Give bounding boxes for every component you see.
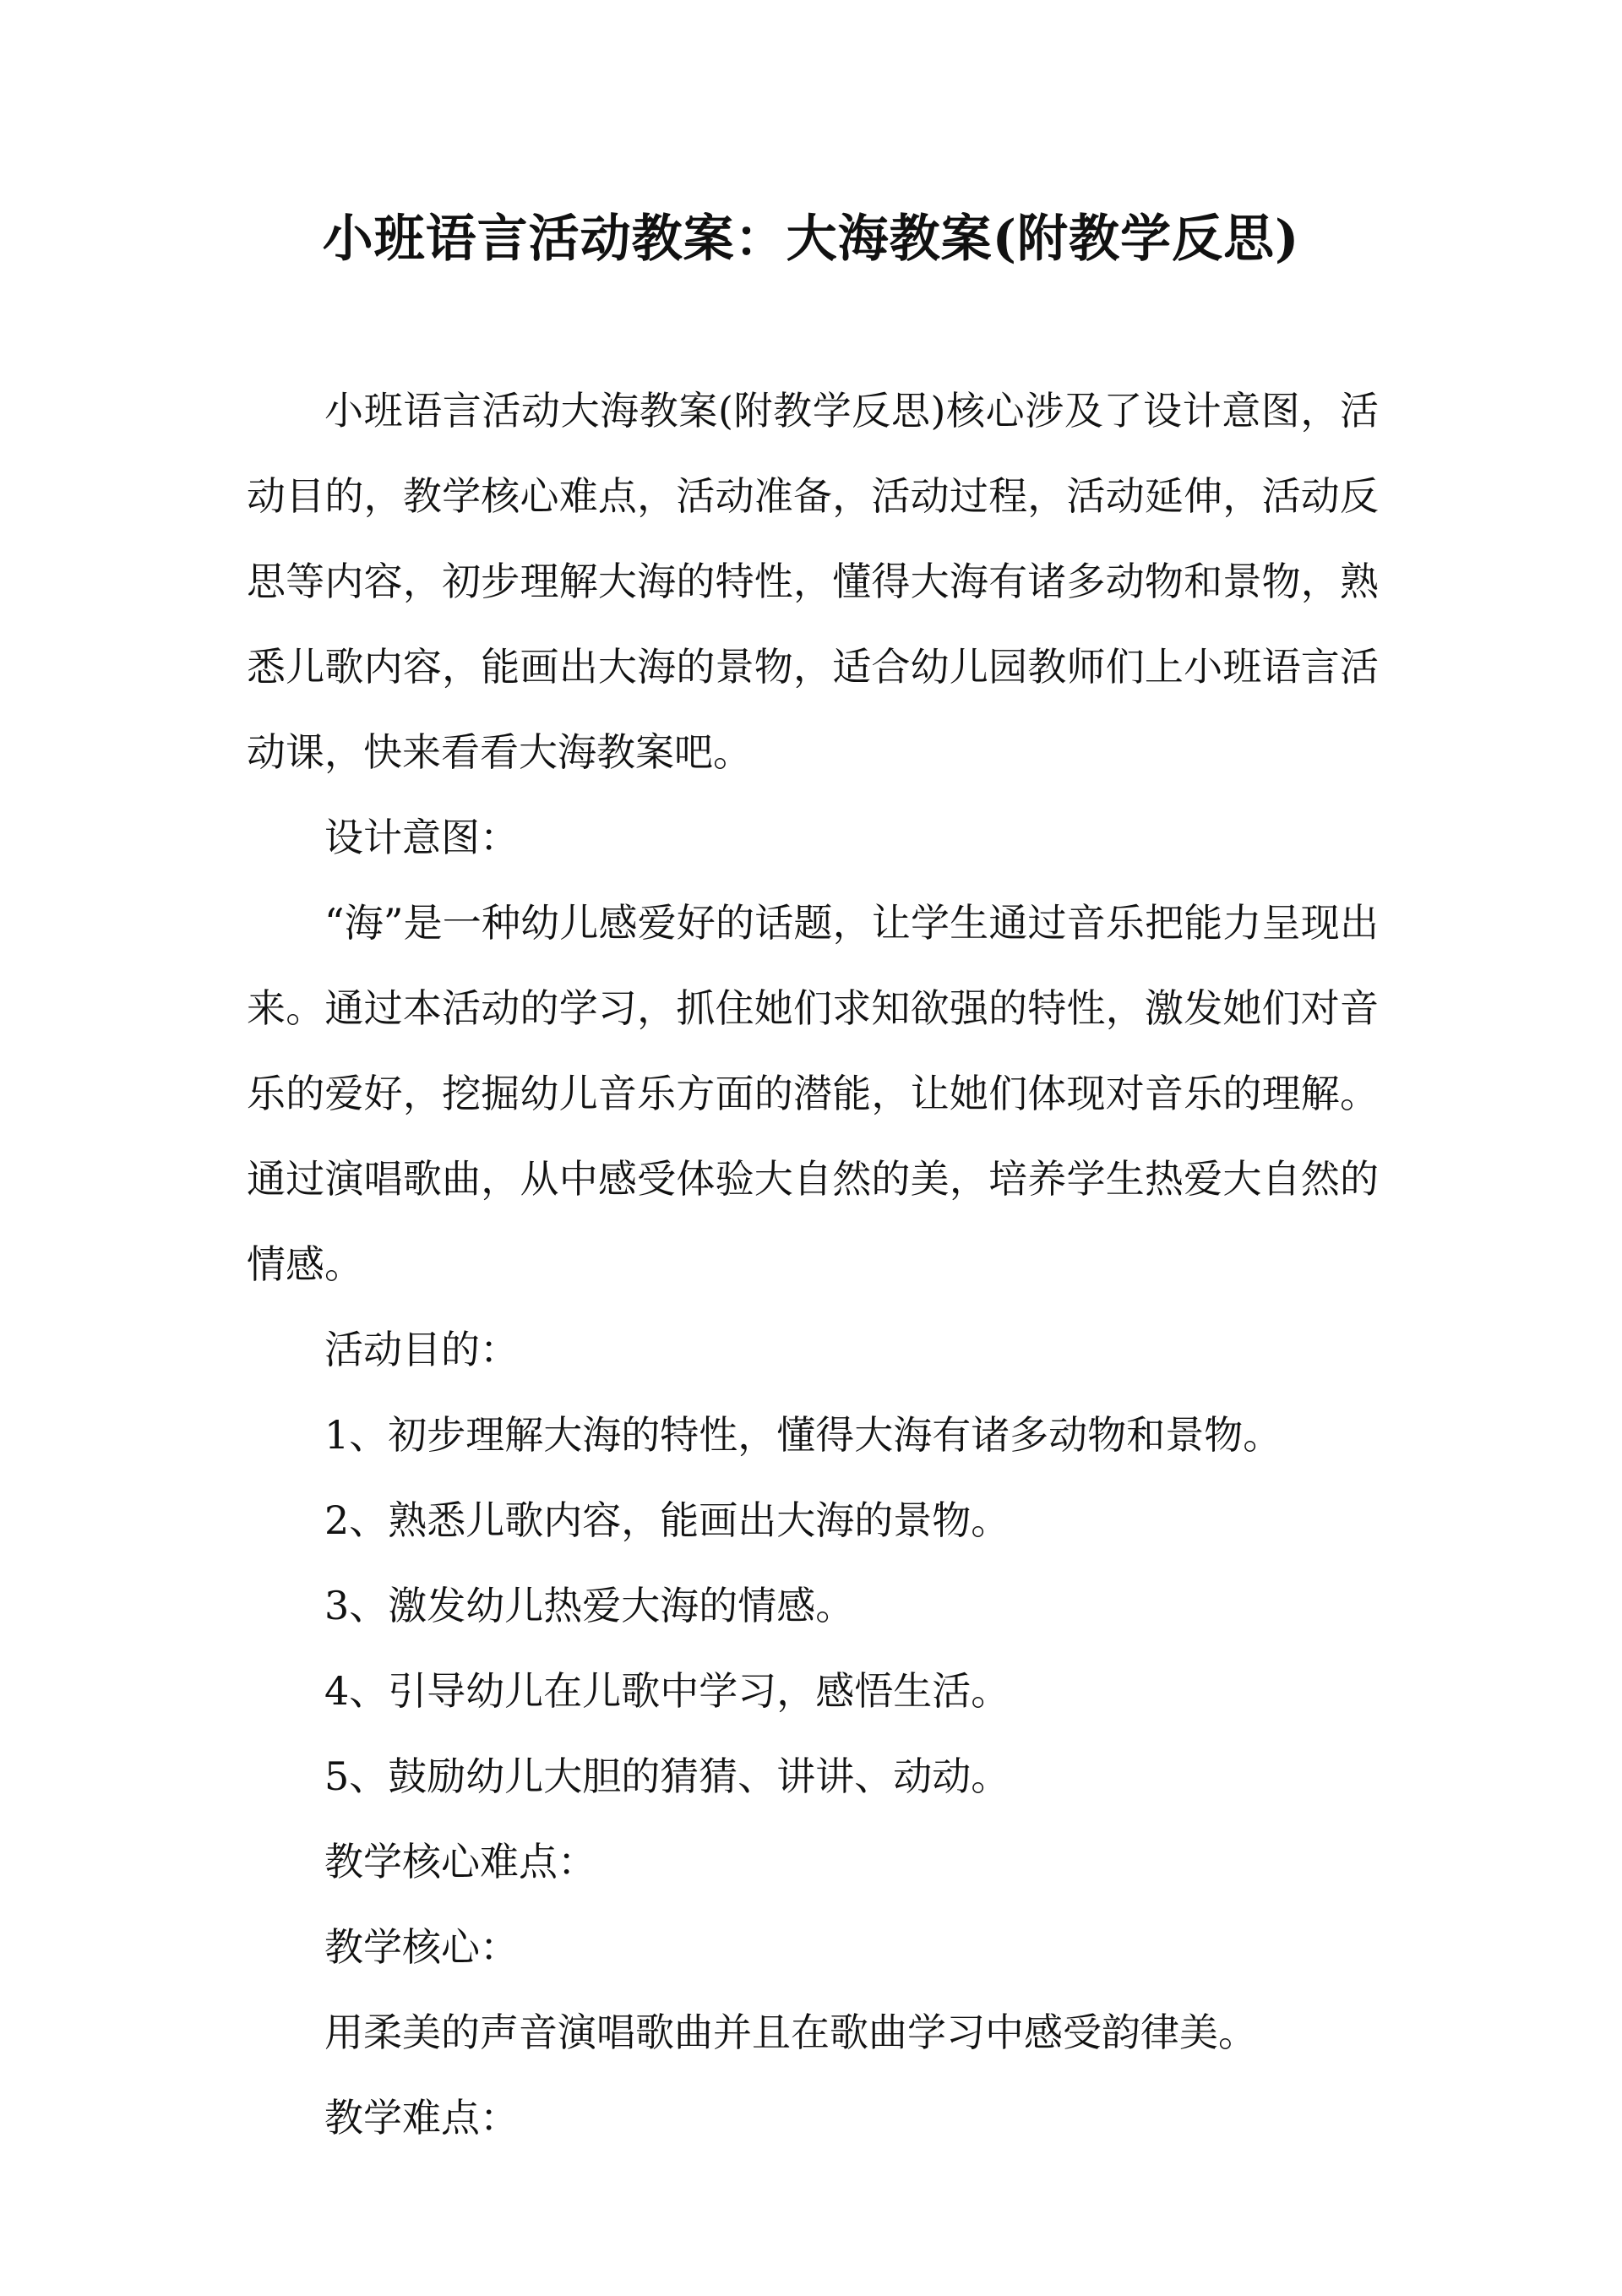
intro-paragraph: 小班语言活动大海教案(附教学反思)核心涉及了设计意图，活动目的，教学核心难点，活动准备，活动过程，活动延伸，活动反思等内容，初步理解大海的特性，懂得大海有诸多动物和景物，熟悉儿歌内容，能画出大海的景物，适合幼儿园教师们上小班语言活动课，快来看看大海教案吧。 xyxy=(247,388,1379,775)
goal-item: 4、引导幼儿在儿歌中学习，感悟生活。 xyxy=(324,1668,1010,1714)
design-heading: 设计意图： xyxy=(324,815,519,860)
difficulty-heading: 教学难点： xyxy=(324,2095,519,2141)
goal-item: 3、激发幼儿热爱大海的情感。 xyxy=(324,1583,855,1628)
goal-item: 2、熟悉儿歌内容，能画出大海的景物。 xyxy=(324,1497,1010,1543)
key-heading: 教学核心： xyxy=(324,1924,519,1970)
key-difficulty-heading: 教学核心难点： xyxy=(324,1839,596,1884)
document-title: 小班语言活动教案：大海教案(附教学反思) xyxy=(322,210,1300,269)
goal-item: 1、初步理解大海的特性，懂得大海有诸多动物和景物。 xyxy=(324,1412,1282,1458)
goal-item: 5、鼓励幼儿大胆的猜猜、讲讲、动动。 xyxy=(324,1753,1010,1799)
design-paragraph: “海”是一种幼儿感爱好的话题，让学生通过音乐把能力呈现出来。通过本活动的学习，抓住她们求知欲强的特性，激发她们对音乐的爱好，挖掘幼儿音乐方面的潜能，让她们体现对音乐的理解。通过演唱歌曲，从中感受体验大自然的美，培养学生热爱大自然的情感。 xyxy=(247,900,1379,1287)
document-body xyxy=(247,368,1379,2161)
key-paragraph: 用柔美的声音演唱歌曲并且在歌曲学习中感受韵律美。 xyxy=(324,2010,1257,2055)
goals-heading: 活动目的： xyxy=(324,1327,519,1372)
